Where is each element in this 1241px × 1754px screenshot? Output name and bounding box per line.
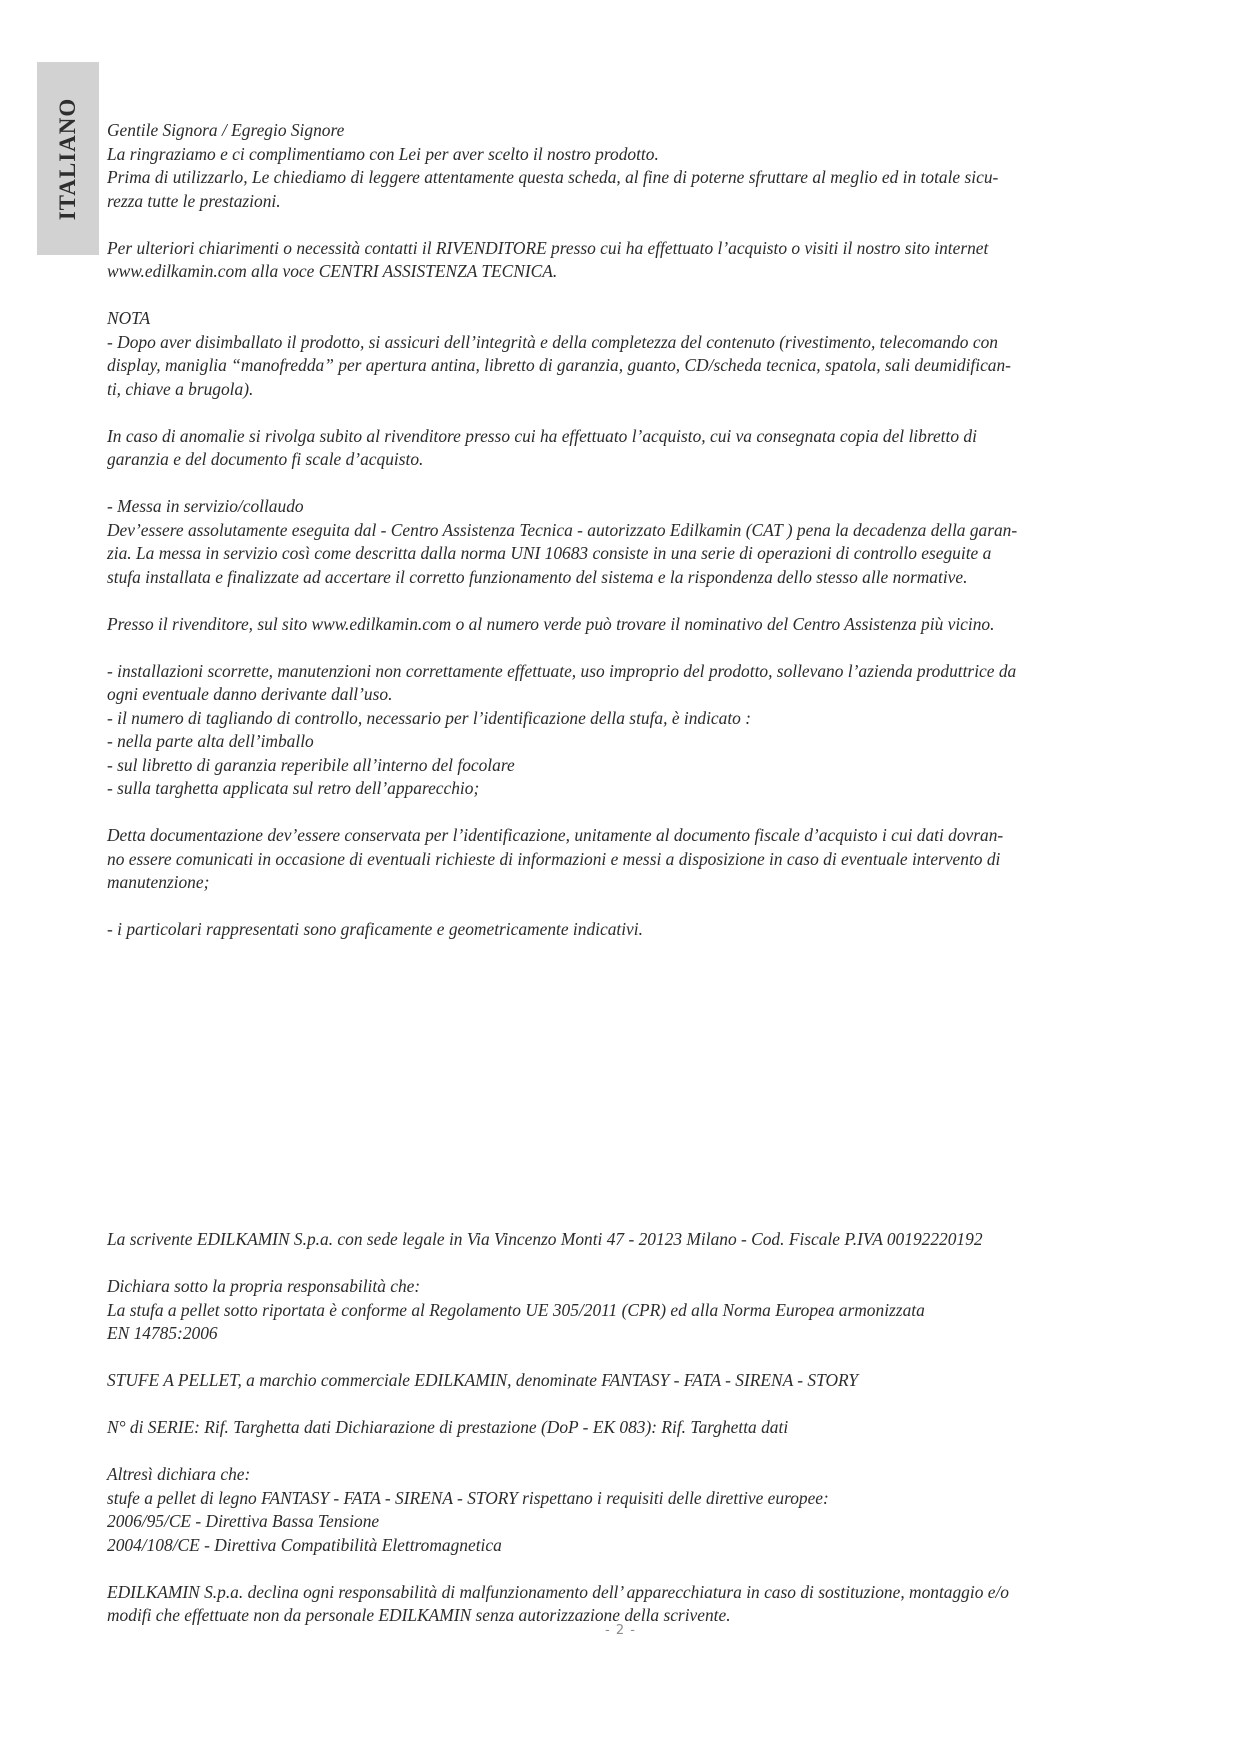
paragraph-gap xyxy=(107,636,1147,660)
intro-text-line: La ringraziamo e ci complimentiamo con Lei per aver scelto il nostro prodotto. xyxy=(107,143,659,164)
intro-text-line: - Messa in servizio/collaudo xyxy=(107,496,304,516)
intro-text-line: Per ulteriori chiarimenti o necessità contatti il RIVENDITORE presso cui ha effettuato l’acquisto o visiti il nostro sito internet xyxy=(107,237,989,258)
intro-text-line: Detta documentazione dev’essere conservata per l’identificazione, unitamente al documento fiscale d’acquisto i cui dati dovran- xyxy=(107,825,1004,845)
intro-text-line: ogni eventuale danno derivante dall’uso. xyxy=(107,684,393,704)
declaration-section xyxy=(107,1228,1147,1628)
declaration-text-line: La scrivente EDILKAMIN S.p.a. con sede legale in Via Vincenzo Monti 47 - 20123 Milano - Cod. Fiscale P.IVA 00192220192 xyxy=(107,1229,983,1249)
intro-text-line: Presso il rivenditore, sul sito www.edilkamin.com o al numero verde può trovare il nominativo del Centro Assistenza più vicino. xyxy=(107,613,995,634)
paragraph-gap xyxy=(107,1393,1147,1417)
language-side-tab xyxy=(37,62,99,255)
intro-text-line: garanzia e del documento fi scale d’acquisto. xyxy=(107,449,424,469)
declaration-text-line: EDILKAMIN S.p.a. declina ogni responsabilità di malfunzionamento dell’ apparecchiatura in caso di sostituzione, montaggio e/o xyxy=(107,1581,1010,1602)
declaration-text-line: stufe a pellet di legno FANTASY - FATA - SIRENA - STORY rispettano i requisiti delle direttive europee: xyxy=(107,1487,829,1508)
intro-text-line: ti, chiave a brugola). xyxy=(107,378,254,399)
paragraph-gap xyxy=(107,401,1147,425)
intro-text-line: - sulla targhetta applicata sul retro dell’apparecchio; xyxy=(107,778,480,798)
intro-text-line: Dev’essere assolutamente eseguita dal - Centro Assistenza Tecnica - autorizzato Edilkamin (CAT ) pena la decadenza della garan- xyxy=(107,519,1018,540)
paragraph-gap xyxy=(107,284,1147,308)
paragraph-gap xyxy=(107,213,1147,237)
paragraph-gap xyxy=(107,1252,1147,1276)
intro-text-line: - nella parte alta dell’imballo xyxy=(107,731,314,751)
declaration-text-line: STUFE A PELLET, a marchio commerciale EDILKAMIN, denominate FANTASY - FATA - SIRENA - STORY xyxy=(107,1370,859,1390)
intro-text-line: stufa installata e finalizzate ad accertare il corretto funzionamento del sistema e la rispondenza dello stesso alle normative. xyxy=(107,566,968,587)
declaration-text-line: 2006/95/CE - Direttiva Bassa Tensione xyxy=(107,1511,380,1531)
paragraph-gap xyxy=(107,801,1147,825)
intro-text-line: Prima di utilizzarlo, Le chiediamo di leggere attentamente questa scheda, al fine di poterne sfruttare al meglio ed in totale sicu- xyxy=(107,167,999,187)
paragraph-gap xyxy=(107,895,1147,919)
intro-text-line: - il numero di tagliando di controllo, necessario per l’identificazione della stufa, è indicato : xyxy=(107,707,752,728)
paragraph-gap xyxy=(107,472,1147,496)
intro-text-line: zia. La messa in servizio così come descritta dalla norma UNI 10683 consiste in una serie di operazioni di controllo eseguite a xyxy=(107,543,992,563)
declaration-text-line: La stufa a pellet sotto riportata è conforme al Regolamento UE 305/2011 (CPR) ed alla Norma Europea armonizzata xyxy=(107,1299,925,1320)
intro-text-line: In caso di anomalie si rivolga subito al rivenditore presso cui ha effettuato l’acquisto, cui va consegnata copia del libretto di xyxy=(107,425,977,446)
intro-text-line: Gentile Signora / Egregio Signore xyxy=(107,120,345,140)
intro-text-line: - installazioni scorrette, manutenzioni non correttamente effettuate, uso improprio del prodotto, sollevano l’azienda produttrice da xyxy=(107,660,1017,681)
intro-text-line: rezza tutte le prestazioni. xyxy=(107,190,281,211)
declaration-text-line: 2004/108/CE - Direttiva Compatibilità Elettromagnetica xyxy=(107,1534,502,1555)
intro-section xyxy=(107,119,1147,942)
intro-text-line: manutenzione; xyxy=(107,872,210,892)
intro-text-line: - i particolari rappresentati sono graficamente e geometricamente indicativi. xyxy=(107,919,643,939)
intro-text-line: display, maniglia “manofredda” per apertura antina, libretto di garanzia, guanto, CD/scheda tecnica, spatola, sali deumidifican- xyxy=(107,355,1011,375)
paragraph-gap xyxy=(107,1346,1147,1370)
language-label: ITALIANO xyxy=(55,97,80,220)
intro-text-line: no essere comunicati in occasione di eventuali richieste di informazioni e messi a disposizione in caso di eventuale intervento di xyxy=(107,848,1001,869)
intro-text-line: NOTA xyxy=(107,308,151,328)
intro-text-line: - sul libretto di garanzia reperibile all’interno del focolare xyxy=(107,754,515,775)
declaration-text-line: EN 14785:2006 xyxy=(107,1323,218,1343)
declaration-text-line: Altresì dichiara che: xyxy=(107,1464,251,1484)
page-number: - 2 - xyxy=(605,1623,636,1638)
paragraph-gap xyxy=(107,589,1147,613)
declaration-text-line: N° di SERIE: Rif. Targhetta dati Dichiarazione di prestazione (DoP - EK 083): Rif. Targhetta dati xyxy=(107,1417,789,1437)
paragraph-gap xyxy=(107,1557,1147,1581)
declaration-text-line: Dichiara sotto la propria responsabilità che: xyxy=(107,1276,421,1296)
paragraph-gap xyxy=(107,1440,1147,1464)
intro-text-line: www.edilkamin.com alla voce CENTRI ASSISTENZA TECNICA. xyxy=(107,261,558,281)
declaration-text-line: modifi che effettuate non da personale EDILKAMIN senza autorizzazione della scrivente. xyxy=(107,1605,731,1625)
intro-text-line: - Dopo aver disimballato il prodotto, si assicuri dell’integrità e della completezza del contenuto (rivestimento, telecomando con xyxy=(107,331,998,352)
